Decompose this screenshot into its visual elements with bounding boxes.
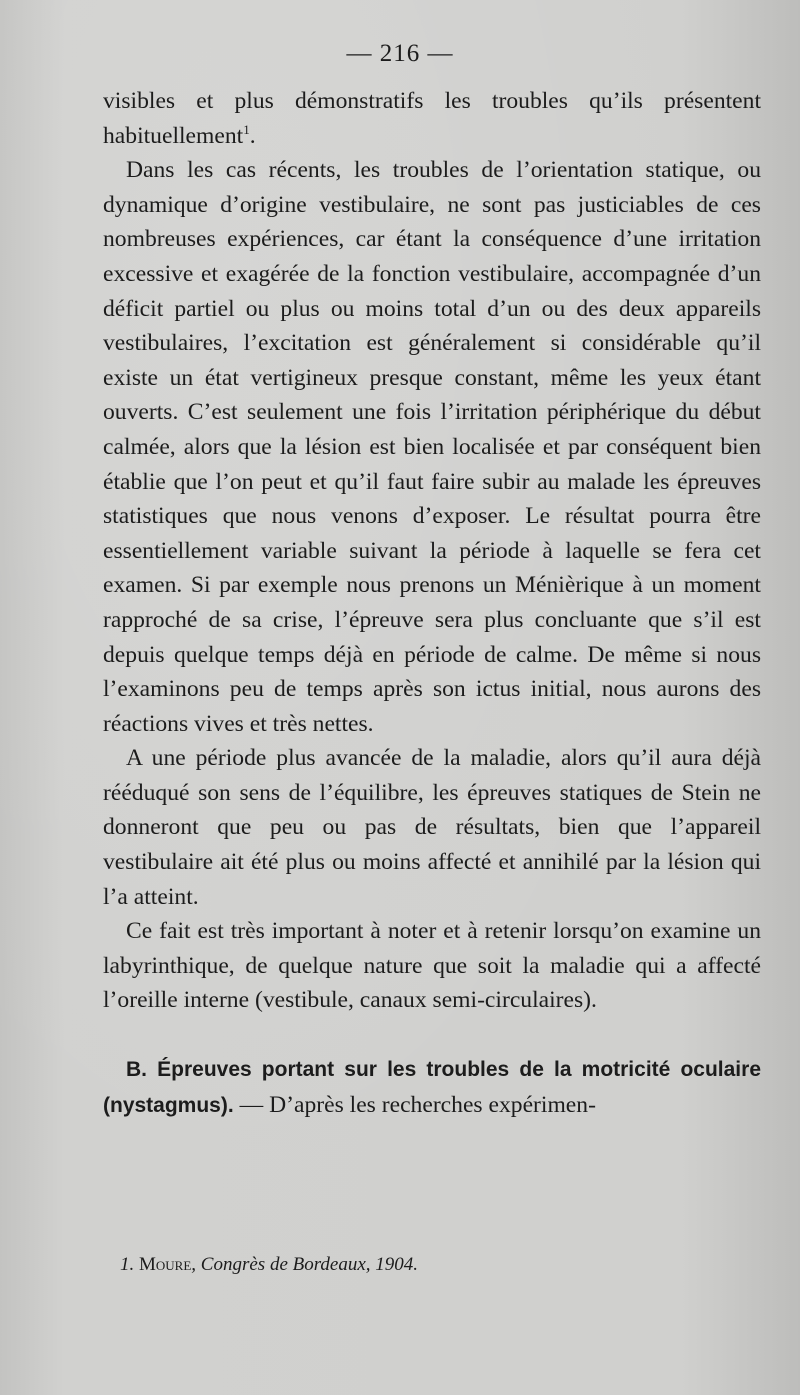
footnote-author: Moure [139, 1254, 192, 1275]
page-number: — 216 — [346, 40, 454, 67]
paragraph-4: Ce fait est très important à noter et à retenir lorsqu’on examine un labyrinthique, de quelque nature que soit la maladie qui a affecté l’oreille interne (vestibule, canaux semi-circulaires). [103, 918, 761, 1014]
section-b-heading: B. Épreuves portant sur les troubles de la motricité oculaire (nystagmus). [103, 1058, 761, 1117]
paragraph-1 [103, 84, 761, 153]
footnote-text: , Congrès de Bordeaux, 1904. [191, 1254, 419, 1275]
body-text [103, 84, 761, 1123]
section-b-text: — D’après les recherches expérimen- [233, 1091, 596, 1118]
paragraph-2: Dans les cas récents, les troubles de l’orientation statique, ou dynamique d’origine vestibulaire, ne sont pas justiciables de ces nombreuses expériences, car étant la conséquence d’une irritation excessive et exagérée de la fonction vestibulaire, accompagnée d’un déficit partiel ou plus ou moins total d’un ou des deux appareils vestibulaires, l’excitation est généralement si considérable qu’il existe un état vertigineux presque constant, même les yeux étant ouverts. C’est seulement une fois l’irritation périphérique du début calmée, alors que la lésion est bien localisée et par conséquent bien établie que l’on peut et qu’il faut faire subir au malade les épreuves statistiques que nous venons d’exposer. Le résultat pourra être essentiellement variable suivant la période à laquelle se fera cet examen. Si par exemple nous prenons un Ménièrique à un moment rapproché de sa crise, l’épreuve sera plus concluante que s’il est depuis quelque temps déjà en période de calme. De même si nous l’examinons peu de temps après son ictus initial, nous aurons des réactions vives et très nettes. [103, 157, 761, 737]
footnote [120, 1254, 418, 1276]
footnote-reference[interactable]: 1 [243, 121, 250, 137]
paragraph-1-end: . [249, 122, 256, 149]
paragraph-1-text: visibles et plus démonstratifs les troubles qu’ils présentent habituellement [103, 88, 761, 149]
paragraph-3: A une période plus avancée de la maladie, alors qu’il aura déjà rééduqué son sens de l’équilibre, les épreuves statiques de Stein ne donneront que peu ou pas de résultats, bien que l’appareil vestibulaire ait été plus ou moins affecté et annihilé par la lésion qui l’a atteint. [103, 745, 761, 910]
section-b [103, 1052, 761, 1123]
footnote-number: 1. [120, 1254, 135, 1275]
